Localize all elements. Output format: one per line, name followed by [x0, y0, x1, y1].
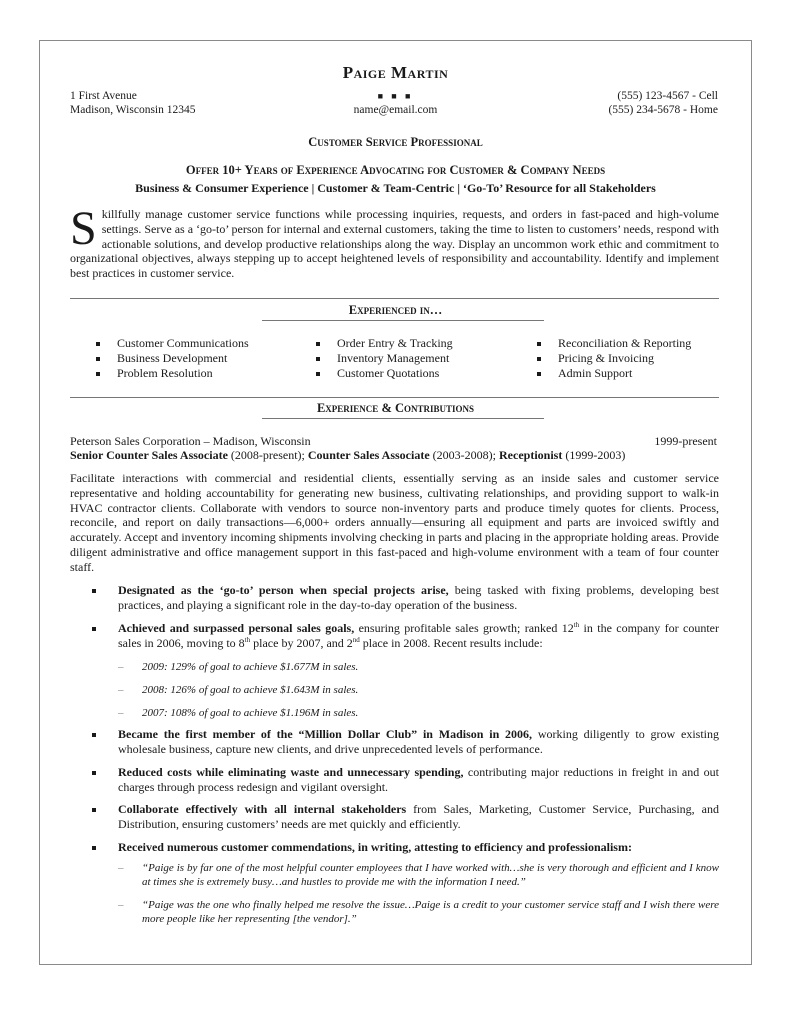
phone-home: (555) 234-5678 - Home	[608, 103, 718, 116]
summary-text: killfully manage customer service functions while processing inquiries, requests, and orders in fast-paced and high-volume settings. Serve as a ‘go-to’ person for internal and external customers, taking the time to listen to customers’ needs, respond with actionable solutions, and develop productive relationships along the way. Display an uncommon work ethic and commitment to organizational objectives, always stepping up to accept heightened levels of responsibility and accountability. Identify and implement best practices in customer service.	[70, 207, 719, 281]
skill-item: Customer Quotations	[314, 366, 453, 381]
achievement-list	[88, 583, 719, 613]
achievement-item	[88, 802, 719, 832]
company-name: Peterson Sales Corporation – Madison, Wisconsin	[70, 434, 311, 448]
skill-item: Business Development	[94, 351, 249, 366]
candidate-name: Paige Martin	[342, 63, 449, 82]
achievement-lead: Designated as the ‘go-to’ person when special projects arise,	[118, 583, 449, 597]
customer-quote: – “Paige was the one who finally helped me resolve the issue…Paige is a credit to your customer service staff and I wish there were more people like her representing [the vendor].”	[88, 898, 719, 927]
separator-squares: ■ ■ ■	[377, 91, 414, 101]
skill-item: Reconciliation & Reporting	[535, 336, 691, 351]
achievement-item	[88, 583, 719, 613]
achievement-list	[88, 840, 719, 927]
email-address: name@email.com	[353, 103, 438, 116]
experience-heading-underline	[262, 418, 544, 419]
achievement-lead: Reduced costs while eliminating waste and unnecessary spending,	[118, 765, 464, 779]
ordinal-suffix: th	[573, 621, 580, 629]
role-dates: (2003-2008);	[429, 448, 499, 462]
achievement-lead: Collaborate effectively with all internal stakeholders	[118, 802, 407, 816]
achievement-text: ensuring profitable sales growth; ranked 12	[354, 621, 574, 635]
resume-page	[39, 40, 752, 965]
achievement-item	[88, 621, 719, 651]
achievement-lead: Became the first member of the “Million Dollar Club” in Madison in 2006,	[118, 727, 533, 741]
role-title: Counter Sales Associate	[307, 448, 430, 462]
skill-item: Pricing & Invoicing	[535, 351, 691, 366]
skill-item: Inventory Management	[314, 351, 453, 366]
achievement-text: from Sales, Marketing, Customer Service, Purchasing, and Distribution, ensuring customers’ needs are met quickly and efficiently.	[118, 802, 719, 831]
achievement-text: place by 2007, and 2	[250, 635, 353, 650]
summary-dropcap: S	[70, 202, 97, 255]
summary-paragraph	[70, 202, 719, 281]
headline-subtitle: Offer 10+ Years of Experience Advocating for Customer & Company Needs	[185, 163, 606, 177]
achievement-text: being tasked with fixing problems, developing best practices, and playing a significant role in the day-to-day operation of the business.	[118, 583, 720, 612]
achievement-text: contributing major reductions in freight in and out charges through process redesign and vigilant oversight.	[118, 765, 719, 794]
skills-column-1	[94, 336, 249, 381]
result-item: – 2008: 126% of goal to achieve $1.643M in sales.	[88, 683, 719, 697]
section-rule	[70, 397, 719, 398]
headline-tagline: Business & Consumer Experience | Customer & Team-Centric | ‘Go-To’ Resource for all Stakeholders	[135, 181, 656, 195]
skills-column-2	[314, 336, 453, 381]
achievement-item	[88, 840, 719, 855]
achievement-list	[88, 765, 719, 795]
skills-heading-underline	[262, 320, 544, 321]
section-rule	[70, 298, 719, 299]
achievement-list	[88, 621, 719, 720]
phone-block	[608, 90, 718, 117]
role-title: Senior Counter Sales Associate	[70, 448, 228, 462]
achievement-item	[88, 727, 719, 757]
job-titles	[70, 448, 625, 463]
achievement-item	[88, 765, 719, 795]
headline-title: Customer Service Professional	[308, 135, 483, 149]
skill-item: Order Entry & Tracking	[314, 336, 453, 351]
achievement-text: in the company for counter sales in 2006, moving to 8	[118, 621, 719, 650]
address-line-1: 1 First Avenue	[70, 90, 137, 102]
job-description: Facilitate interactions with commercial and residential clients, essentially serving as an inside sales and customer service representative and holding accountability for generating new business, cultivating relationships, and providing support to walk-in HVAC contractor clients. Collaborate with vendors to source non-inventory parts and produce timely quotes for clients. Process, reconcile, and report on daily transactions—6,000+ orders annually—ensuring all equipment and parts are invoiced swiftly and accurately. Accept and inventory incoming shipments involving checking in parts and placing in the appropriate holding areas. Provide diligent administrative and office management support in this fast-paced and high-volume environment with a team of four counter staff.	[70, 471, 719, 574]
experience-heading: Experience & Contributions	[316, 401, 475, 415]
achievement-list	[88, 727, 719, 757]
phone-cell: (555) 123-4567 - Cell	[617, 90, 718, 102]
skills-heading: Experienced in…	[348, 303, 443, 317]
ordinal-suffix: nd	[352, 635, 360, 644]
role-title: Receptionist	[499, 448, 563, 462]
customer-quote: – “Paige is by far one of the most helpful counter employees that I have worked with…she is very thorough and efficient and I know at times she is extremely busy…and hustles to provide me with the information I need.”	[88, 861, 719, 890]
role-dates: (1999-2003)	[562, 448, 626, 462]
result-item: – 2009: 129% of goal to achieve $1.677M in sales.	[88, 660, 719, 674]
address-line-2: Madison, Wisconsin 12345	[70, 103, 196, 116]
result-item: – 2007: 108% of goal to achieve $1.196M in sales.	[88, 706, 719, 720]
achievement-text: working diligently to grow existing wholesale business, capture new clients, and drive unprecedented levels of performance.	[118, 727, 719, 756]
achievement-lead: Received numerous customer commendations, in writing, attesting to efficiency and professionalism:	[118, 840, 632, 854]
ordinal-suffix: th	[244, 635, 251, 644]
skill-item: Problem Resolution	[94, 366, 249, 381]
skill-item: Admin Support	[535, 366, 691, 381]
role-dates: (2008-present);	[227, 448, 308, 462]
skills-column-3	[535, 336, 691, 381]
achievement-list	[88, 802, 719, 832]
achievement-text: place in 2008. Recent results include:	[359, 635, 543, 650]
achievement-lead: Achieved and surpassed personal sales goals,	[118, 621, 355, 635]
employment-dates: 1999-present	[654, 434, 717, 448]
skill-item: Customer Communications	[94, 336, 249, 351]
